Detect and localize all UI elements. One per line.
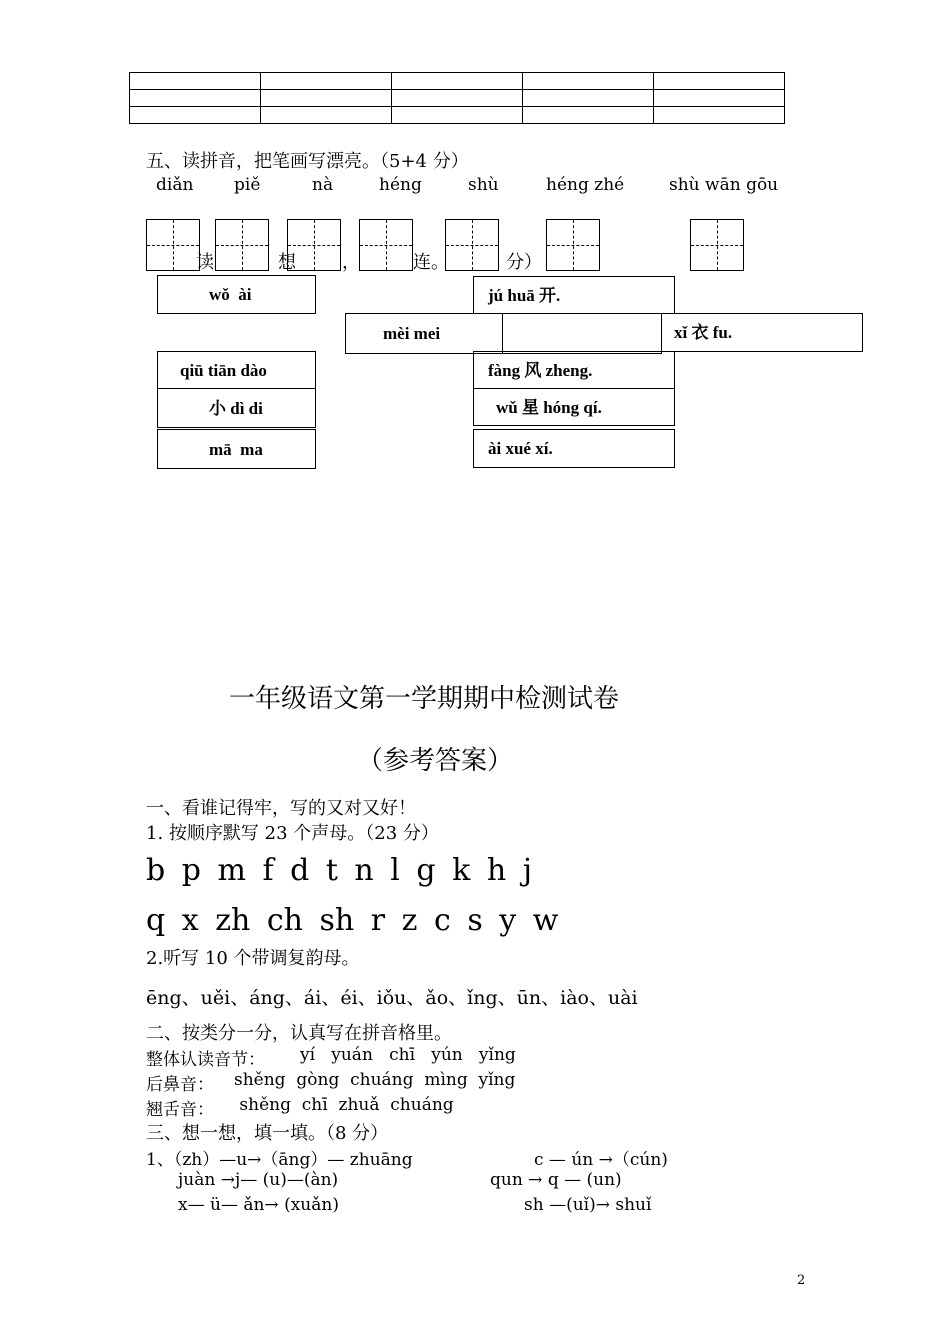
writing-grid[interactable] xyxy=(546,219,600,271)
writing-grid[interactable] xyxy=(287,219,341,271)
answer-title: 一年级语文第一学期期中检测试卷 xyxy=(229,684,620,714)
pinyin-heng-zhe: héng zhé xyxy=(546,175,625,195)
match-box-right[interactable]: wǔ 星 hóng qí. xyxy=(473,388,675,426)
page-number: 2 xyxy=(797,1273,806,1288)
retroflex-label: 翘舌音： xyxy=(146,1100,214,1120)
answer-grid-table xyxy=(129,72,785,124)
fill-row-3-left: x— ü— ǎn→ (xuǎn) xyxy=(178,1195,339,1215)
match-box-right[interactable]: ài xué xí. xyxy=(473,429,675,468)
section6-heading-fragment: 读 xyxy=(196,252,214,273)
pinyin-shu-wan-gou: shù wān gōu xyxy=(669,175,779,195)
match-box-left[interactable]: 小 dì di xyxy=(157,388,316,428)
match-box-middle[interactable]: mèi mei xyxy=(345,313,503,354)
match-box-right[interactable]: fàng 风 zheng. xyxy=(473,351,675,389)
pinyin-pie: piě xyxy=(234,175,261,195)
question-1: 1. 按顺序默写 23 个声母。（23 分） xyxy=(146,823,439,844)
section6-heading-fragment: 连。 xyxy=(413,252,449,273)
back-nasal-items: shěng gòng chuáng mìng yǐng xyxy=(234,1070,516,1090)
match-box-left[interactable]: qiū tiān dào xyxy=(157,351,316,389)
match-box-right[interactable]: jú huā 开. xyxy=(473,276,675,314)
part3-heading: 三、想一想，填一填。（8 分） xyxy=(146,1123,389,1144)
fill-row-2-left: juàn →j— (u)—(àn) xyxy=(178,1170,339,1190)
pinyin-dian: diǎn xyxy=(156,175,194,195)
writing-grid[interactable] xyxy=(445,219,499,271)
whole-syllable-items: yí yuán chī yún yǐng xyxy=(300,1045,516,1065)
section6-heading-fragment: ， xyxy=(342,252,360,273)
back-nasal-label: 后鼻音： xyxy=(146,1075,214,1095)
writing-grid[interactable] xyxy=(690,219,744,271)
match-box-middle[interactable] xyxy=(502,313,662,354)
fill-row-3-right: sh —(uǐ)→ shuǐ xyxy=(524,1195,652,1215)
part1-heading: 一、看谁记得牢，写的又对又好！ xyxy=(146,798,416,819)
initials-line-2: q x zh ch sh r z c s y w xyxy=(146,903,559,938)
section5-heading: 五、读拼音，把笔画写漂亮。（5+4 分） xyxy=(146,151,469,172)
finals-answer: ēng、uěi、áng、ái、éi、iǒu、ǎo、ǐng、ūn、iào、uài xyxy=(146,987,638,1009)
fill-row-1-right: c — ún →（cún) xyxy=(534,1150,668,1170)
match-box-left[interactable]: mā ma xyxy=(157,429,316,469)
initials-line-1: b p m f d t n l g k h j xyxy=(146,853,533,888)
answer-subtitle: （参考答案） xyxy=(357,746,514,776)
pinyin-na: nà xyxy=(312,175,334,195)
part2-heading: 二、按类分一分，认真写在拼音格里。 xyxy=(146,1023,452,1044)
section6-heading-fragment: 想 xyxy=(278,252,296,273)
question-2: 2.听写 10 个带调复韵母。 xyxy=(146,948,360,969)
fill-row-1-left: 1、（zh）—u→（āng）— zhuāng xyxy=(146,1150,413,1170)
pinyin-heng: héng xyxy=(379,175,422,195)
writing-grid[interactable] xyxy=(215,219,269,271)
match-box-left[interactable]: wǒ ài xyxy=(157,275,316,314)
writing-grid[interactable] xyxy=(146,219,200,271)
section6-heading-fragment: 分） xyxy=(506,252,542,273)
whole-syllable-label: 整体认读音节： xyxy=(146,1050,265,1070)
fill-row-2-right: qun → q — (un) xyxy=(490,1170,622,1190)
writing-grid[interactable] xyxy=(359,219,413,271)
pinyin-shu: shù xyxy=(468,175,499,195)
retroflex-items: shěng chī zhuǎ chuáng xyxy=(234,1095,454,1115)
match-box-right[interactable]: xǐ 衣 fu. xyxy=(661,313,863,352)
